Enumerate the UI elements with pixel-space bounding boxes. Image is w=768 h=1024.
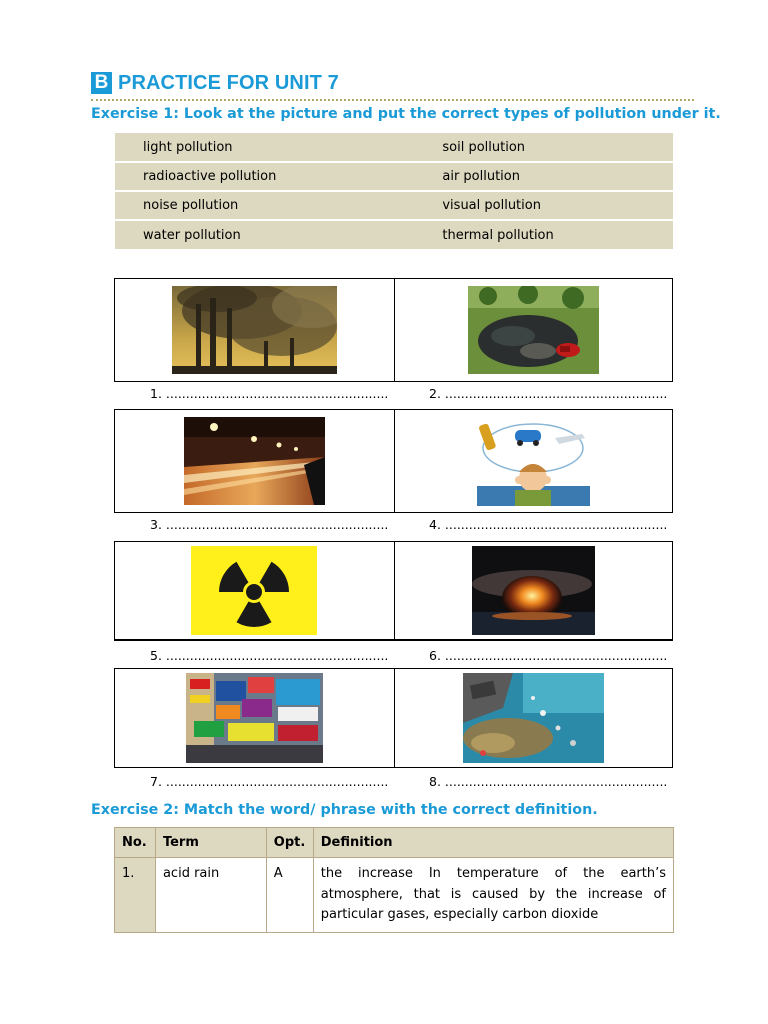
row-definition: the increase In temperature of the earth’s atmosphere, that is caused by the increase of particular gases, especially carbon dioxide xyxy=(313,858,673,933)
page-title: PRACTICE FOR UNIT 7 xyxy=(118,71,339,94)
exercise-2-title: Exercise 2: Match the word/ phrase with the correct definition. xyxy=(91,802,598,818)
picture-cell xyxy=(394,542,673,639)
answer-line-6[interactable]: 6. ........................................................ xyxy=(429,648,668,663)
picture-row xyxy=(114,541,673,641)
word-bank-row xyxy=(115,162,673,191)
dotted-divider xyxy=(91,99,694,101)
header-term: Term xyxy=(155,828,266,858)
word-bank-item: noise pollution xyxy=(115,191,415,220)
picture-cell xyxy=(115,410,394,512)
header-definition: Definition xyxy=(313,828,673,858)
word-bank-item: soil pollution xyxy=(415,133,673,162)
answer-line-1[interactable]: 1. ........................................................ xyxy=(150,386,389,401)
answer-line-8[interactable]: 8. ........................................................ xyxy=(429,774,668,789)
section-header xyxy=(91,71,339,95)
picture-cell xyxy=(394,669,673,767)
row-option[interactable]: A xyxy=(266,858,313,933)
row-number: 1. xyxy=(115,858,156,933)
picture-cell xyxy=(394,279,673,381)
table-row xyxy=(115,858,674,933)
word-bank-item: visual pollution xyxy=(415,191,673,220)
answer-line-7[interactable]: 7. ........................................................ xyxy=(150,774,389,789)
matching-table xyxy=(114,827,674,933)
city-billboards-photo xyxy=(186,673,323,763)
matching-table-header xyxy=(115,828,674,858)
word-bank-item: air pollution xyxy=(415,162,673,191)
word-bank-table xyxy=(115,133,673,249)
picture-row xyxy=(114,278,673,382)
street-lights-photo xyxy=(184,417,325,505)
answer-line-5[interactable]: 5. ........................................................ xyxy=(150,648,389,663)
word-bank-item: water pollution xyxy=(143,227,241,243)
picture-cell xyxy=(394,410,673,512)
word-bank-row xyxy=(115,191,673,220)
answer-line-3[interactable]: 3. ........................................................ xyxy=(150,517,389,532)
picture-row xyxy=(114,409,673,513)
header-no: No. xyxy=(115,828,156,858)
polluted-soil-photo xyxy=(468,286,599,374)
word-bank-item: radioactive pollution xyxy=(115,162,415,191)
picture-cell xyxy=(115,542,394,639)
nuclear-explosion-photo xyxy=(472,546,595,635)
factory-smoke-photo xyxy=(172,286,337,374)
word-bank-row xyxy=(115,220,673,249)
exercise-1-title: Exercise 1: Look at the picture and put the correct types of pollution under it. xyxy=(91,106,721,122)
section-badge: B xyxy=(91,72,112,94)
noise-cartoon xyxy=(477,416,590,506)
word-bank-item: thermal pollution xyxy=(442,227,554,243)
polluted-water-photo xyxy=(463,673,604,763)
word-bank-item: light pollution xyxy=(115,133,415,162)
header-opt: Opt. xyxy=(266,828,313,858)
answer-line-2[interactable]: 2. ........................................................ xyxy=(429,386,668,401)
radiation-symbol xyxy=(191,546,317,635)
picture-row xyxy=(114,668,673,768)
row-term: acid rain xyxy=(155,858,266,933)
word-bank-row xyxy=(115,133,673,162)
answer-line-4[interactable]: 4. ........................................................ xyxy=(429,517,668,532)
picture-cell xyxy=(115,279,394,381)
picture-cell xyxy=(115,669,394,767)
